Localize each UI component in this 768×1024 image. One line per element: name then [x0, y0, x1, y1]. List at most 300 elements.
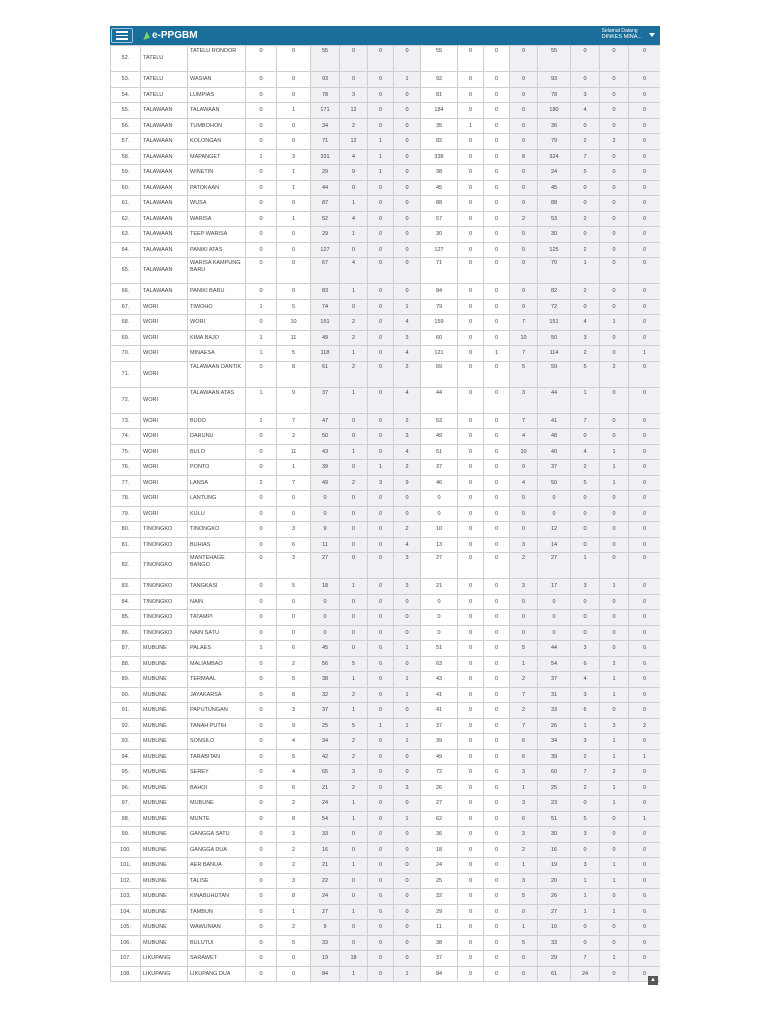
table-row — [111, 299, 661, 315]
desa-cell: WARISA KAMPUNG BARU — [188, 258, 246, 284]
desa-cell: KINABUHUTAN — [188, 889, 246, 905]
value-cell: 0 — [458, 734, 484, 750]
table-row — [111, 346, 661, 362]
value-cell: 7 — [510, 718, 538, 734]
value-cell: 0 — [571, 429, 600, 445]
table-row — [111, 687, 661, 703]
value-cell: 7 — [571, 951, 600, 967]
chevron-down-icon[interactable] — [649, 33, 655, 37]
value-cell: 39 — [421, 734, 458, 750]
value-cell: 0 — [368, 873, 394, 889]
value-cell: 9 — [311, 522, 340, 538]
value-cell: 0 — [340, 842, 368, 858]
value-cell: 0 — [340, 299, 368, 315]
value-cell: 0 — [394, 703, 421, 719]
value-cell: 2 — [600, 765, 629, 781]
row-number: 82. — [111, 553, 141, 579]
value-cell: 1 — [340, 227, 368, 243]
table-row — [111, 734, 661, 750]
value-cell: 0 — [394, 284, 421, 300]
hamburger-menu-icon[interactable] — [111, 28, 133, 43]
value-cell: 0 — [484, 935, 510, 951]
value-cell: 1 — [600, 460, 629, 476]
table-row — [111, 889, 661, 905]
value-cell: 0 — [458, 149, 484, 165]
value-cell: 1 — [510, 780, 538, 796]
value-cell: 0 — [458, 625, 484, 641]
value-cell: 0 — [311, 491, 340, 507]
value-cell: 0 — [458, 72, 484, 88]
value-cell: 27 — [538, 904, 571, 920]
value-cell: 0 — [277, 46, 311, 72]
value-cell: 8 — [277, 687, 311, 703]
value-cell: 0 — [629, 196, 661, 212]
value-cell: 0 — [600, 920, 629, 936]
desa-cell: NAIN — [188, 594, 246, 610]
value-cell: 0 — [629, 506, 661, 522]
value-cell: 0 — [484, 858, 510, 874]
row-number: 86. — [111, 625, 141, 641]
value-cell: 0 — [368, 103, 394, 119]
table-row — [111, 242, 661, 258]
value-cell: 1 — [510, 920, 538, 936]
value-cell: 0 — [394, 165, 421, 181]
desa-cell: GANGGA SATU — [188, 827, 246, 843]
app-frame — [110, 26, 660, 984]
value-cell: 0 — [629, 873, 661, 889]
value-cell: 1 — [571, 387, 600, 413]
value-cell: 0 — [421, 491, 458, 507]
desa-cell: MUBUNE — [188, 796, 246, 812]
value-cell: 3 — [571, 734, 600, 750]
row-number: 52. — [111, 46, 141, 72]
table-row — [111, 579, 661, 595]
value-cell: 0 — [484, 641, 510, 657]
table-row — [111, 46, 661, 72]
value-cell: 1 — [246, 413, 277, 429]
value-cell: 11 — [277, 330, 311, 346]
value-cell: 0 — [368, 920, 394, 936]
value-cell: 69 — [421, 361, 458, 387]
value-cell: 0 — [458, 858, 484, 874]
value-cell: 0 — [510, 904, 538, 920]
value-cell: 82 — [421, 134, 458, 150]
value-cell: 56 — [311, 656, 340, 672]
kecamatan-cell: TALAWAAN — [141, 180, 188, 196]
value-cell: 0 — [484, 387, 510, 413]
kecamatan-cell: WORI — [141, 346, 188, 362]
row-number: 63. — [111, 227, 141, 243]
value-cell: 0 — [368, 506, 394, 522]
value-cell: 0 — [394, 827, 421, 843]
value-cell: 0 — [246, 315, 277, 331]
table-row — [111, 413, 661, 429]
desa-cell: SARAWET — [188, 951, 246, 967]
value-cell: 1 — [600, 749, 629, 765]
table-row — [111, 672, 661, 688]
value-cell: 37 — [311, 387, 340, 413]
value-cell: 5 — [340, 656, 368, 672]
value-cell: 0 — [340, 522, 368, 538]
value-cell: 0 — [458, 387, 484, 413]
value-cell: 3 — [510, 537, 538, 553]
value-cell: 0 — [484, 196, 510, 212]
value-cell: 0 — [510, 134, 538, 150]
value-cell: 55 — [311, 46, 340, 72]
value-cell: 0 — [600, 387, 629, 413]
value-cell: 0 — [510, 951, 538, 967]
kecamatan-cell: MUBUNE — [141, 749, 188, 765]
value-cell: 24 — [421, 858, 458, 874]
value-cell: 0 — [571, 46, 600, 72]
value-cell: 0 — [458, 346, 484, 362]
row-number: 108. — [111, 966, 141, 982]
value-cell: 3 — [600, 718, 629, 734]
value-cell: 0 — [510, 522, 538, 538]
value-cell: 171 — [311, 103, 340, 119]
row-number: 107. — [111, 951, 141, 967]
value-cell: 0 — [600, 258, 629, 284]
value-cell: 0 — [600, 522, 629, 538]
value-cell: 45 — [538, 180, 571, 196]
value-cell: 7 — [277, 475, 311, 491]
value-cell: 0 — [458, 475, 484, 491]
value-cell: 74 — [311, 299, 340, 315]
kecamatan-cell: TINONGKO — [141, 579, 188, 595]
value-cell: 44 — [538, 387, 571, 413]
value-cell: 0 — [277, 966, 311, 982]
value-cell: 0 — [510, 72, 538, 88]
value-cell: 5 — [340, 718, 368, 734]
value-cell: 4 — [510, 429, 538, 445]
value-cell: 0 — [368, 734, 394, 750]
value-cell: 0 — [246, 827, 277, 843]
kecamatan-cell: MUBUNE — [141, 811, 188, 827]
value-cell: 1 — [600, 579, 629, 595]
table-row — [111, 553, 661, 579]
top-navbar — [110, 26, 660, 45]
value-cell: 0 — [484, 460, 510, 476]
table-row — [111, 935, 661, 951]
value-cell: 0 — [484, 413, 510, 429]
value-cell: 2 — [571, 134, 600, 150]
value-cell: 72 — [538, 299, 571, 315]
kecamatan-cell: TATELU — [141, 87, 188, 103]
value-cell: 1 — [394, 687, 421, 703]
value-cell: 1 — [394, 811, 421, 827]
value-cell: 0 — [484, 506, 510, 522]
kecamatan-cell: TALAWAAN — [141, 284, 188, 300]
value-cell: 22 — [311, 873, 340, 889]
value-cell: 51 — [421, 641, 458, 657]
row-number: 106. — [111, 935, 141, 951]
value-cell: 0 — [340, 641, 368, 657]
value-cell: 0 — [600, 641, 629, 657]
value-cell: 30 — [538, 227, 571, 243]
value-cell: 0 — [600, 118, 629, 134]
value-cell: 8 — [510, 149, 538, 165]
value-cell: 0 — [368, 703, 394, 719]
value-cell: 16 — [538, 842, 571, 858]
value-cell: 36 — [538, 118, 571, 134]
value-cell: 0 — [368, 610, 394, 626]
value-cell: 0 — [368, 858, 394, 874]
value-cell: 70 — [538, 258, 571, 284]
value-cell: 14 — [538, 537, 571, 553]
value-cell: 29 — [311, 165, 340, 181]
value-cell: 0 — [421, 625, 458, 641]
value-cell: 54 — [538, 656, 571, 672]
value-cell: 27 — [421, 553, 458, 579]
value-cell: 0 — [368, 780, 394, 796]
table-row — [111, 330, 661, 346]
value-cell: 0 — [246, 920, 277, 936]
value-cell: 0 — [277, 491, 311, 507]
kecamatan-cell: MUBUNE — [141, 734, 188, 750]
value-cell: 0 — [600, 429, 629, 445]
value-cell: 0 — [458, 46, 484, 72]
value-cell: 0 — [246, 858, 277, 874]
value-cell: 0 — [629, 491, 661, 507]
value-cell: 1 — [600, 475, 629, 491]
user-menu[interactable] — [602, 28, 642, 40]
value-cell: 0 — [629, 920, 661, 936]
value-cell: 0 — [629, 118, 661, 134]
value-cell: 0 — [277, 227, 311, 243]
value-cell: 0 — [311, 506, 340, 522]
value-cell: 25 — [421, 873, 458, 889]
value-cell: 0 — [484, 780, 510, 796]
value-cell: 2 — [277, 796, 311, 812]
value-cell: 2 — [340, 749, 368, 765]
value-cell: 0 — [458, 610, 484, 626]
value-cell: 7 — [571, 149, 600, 165]
kecamatan-cell: TINONGKO — [141, 625, 188, 641]
value-cell: 0 — [600, 966, 629, 982]
value-cell: 21 — [311, 858, 340, 874]
value-cell: 0 — [394, 87, 421, 103]
value-cell: 0 — [510, 227, 538, 243]
value-cell: 5 — [510, 889, 538, 905]
value-cell: 61 — [538, 966, 571, 982]
value-cell: 34 — [538, 734, 571, 750]
value-cell: 49 — [311, 475, 340, 491]
value-cell: 81 — [421, 87, 458, 103]
value-cell: 44 — [421, 387, 458, 413]
value-cell: 72 — [421, 765, 458, 781]
value-cell: 62 — [421, 811, 458, 827]
kecamatan-cell: TALAWAAN — [141, 149, 188, 165]
value-cell: 2 — [510, 672, 538, 688]
value-cell: 0 — [484, 299, 510, 315]
value-cell: 0 — [629, 765, 661, 781]
value-cell: 1 — [600, 904, 629, 920]
value-cell: 0 — [246, 196, 277, 212]
value-cell: 0 — [600, 506, 629, 522]
kecamatan-cell: MUBUNE — [141, 935, 188, 951]
value-cell: 0 — [510, 103, 538, 119]
value-cell: 19 — [311, 951, 340, 967]
value-cell: 0 — [629, 387, 661, 413]
scroll-up-icon[interactable]: ▲ — [648, 976, 658, 985]
value-cell: 1 — [277, 165, 311, 181]
value-cell: 0 — [484, 579, 510, 595]
value-cell: 37 — [421, 460, 458, 476]
value-cell: 0 — [458, 258, 484, 284]
value-cell: 0 — [600, 284, 629, 300]
value-cell: 0 — [484, 361, 510, 387]
value-cell: 0 — [538, 625, 571, 641]
value-cell: 0 — [510, 506, 538, 522]
value-cell: 0 — [458, 444, 484, 460]
value-cell: 1 — [629, 811, 661, 827]
row-number: 99. — [111, 827, 141, 843]
value-cell: 3 — [510, 796, 538, 812]
value-cell: 0 — [484, 765, 510, 781]
value-cell: 2 — [600, 656, 629, 672]
value-cell: 34 — [311, 118, 340, 134]
value-cell: 0 — [458, 920, 484, 936]
value-cell: 0 — [368, 672, 394, 688]
value-cell: 5 — [571, 811, 600, 827]
value-cell: 9 — [277, 718, 311, 734]
value-cell: 0 — [340, 491, 368, 507]
value-cell: 35 — [421, 118, 458, 134]
value-cell: 4 — [277, 765, 311, 781]
value-cell: 0 — [484, 227, 510, 243]
value-cell: 0 — [340, 935, 368, 951]
kecamatan-cell: TALAWAAN — [141, 165, 188, 181]
value-cell: 0 — [368, 299, 394, 315]
row-number: 72. — [111, 387, 141, 413]
value-cell: 0 — [394, 873, 421, 889]
value-cell: 4 — [340, 211, 368, 227]
value-cell: 0 — [458, 460, 484, 476]
value-cell: 0 — [458, 180, 484, 196]
app-logo[interactable] — [142, 30, 198, 41]
value-cell: 0 — [571, 522, 600, 538]
value-cell: 37 — [421, 951, 458, 967]
value-cell: 0 — [246, 765, 277, 781]
value-cell: 0 — [246, 579, 277, 595]
value-cell: 4 — [571, 103, 600, 119]
value-cell: 159 — [421, 315, 458, 331]
value-cell: 41 — [538, 413, 571, 429]
value-cell: 0 — [629, 284, 661, 300]
value-cell: 0 — [484, 734, 510, 750]
desa-cell: KIMA BAJO — [188, 330, 246, 346]
value-cell: 0 — [458, 672, 484, 688]
value-cell: 10 — [277, 315, 311, 331]
value-cell: 0 — [368, 196, 394, 212]
value-cell: 0 — [246, 242, 277, 258]
value-cell: 0 — [246, 134, 277, 150]
value-cell: 2 — [340, 687, 368, 703]
value-cell: 0 — [246, 211, 277, 227]
value-cell: 2 — [629, 718, 661, 734]
value-cell: 0 — [246, 180, 277, 196]
value-cell: 0 — [629, 966, 661, 982]
table-row — [111, 780, 661, 796]
value-cell: 82 — [538, 284, 571, 300]
value-cell: 0 — [458, 780, 484, 796]
value-cell: 0 — [368, 966, 394, 982]
value-cell: 78 — [538, 87, 571, 103]
value-cell: 0 — [394, 134, 421, 150]
user-name: DINKES MINA... — [601, 34, 642, 40]
value-cell: 78 — [311, 87, 340, 103]
desa-cell: MALIAMBAO — [188, 656, 246, 672]
desa-cell: LIKUPANG DUA — [188, 966, 246, 982]
value-cell: 0 — [510, 966, 538, 982]
value-cell: 27 — [311, 904, 340, 920]
desa-cell: BUDO — [188, 413, 246, 429]
value-cell: 0 — [458, 506, 484, 522]
value-cell: 52 — [311, 211, 340, 227]
value-cell: 0 — [484, 610, 510, 626]
value-cell: 9 — [277, 387, 311, 413]
value-cell: 0 — [600, 149, 629, 165]
table-row — [111, 211, 661, 227]
kecamatan-cell: WORI — [141, 413, 188, 429]
value-cell: 0 — [629, 796, 661, 812]
value-cell: 60 — [538, 765, 571, 781]
value-cell: 2 — [394, 522, 421, 538]
value-cell: 20 — [538, 873, 571, 889]
row-number: 83. — [111, 579, 141, 595]
value-cell: 0 — [277, 118, 311, 134]
value-cell: 0 — [484, 491, 510, 507]
value-cell: 121 — [421, 346, 458, 362]
value-cell: 0 — [458, 165, 484, 181]
table-row — [111, 765, 661, 781]
value-cell: 0 — [484, 718, 510, 734]
desa-cell: TATELU RONDOR — [188, 46, 246, 72]
value-cell: 0 — [340, 625, 368, 641]
value-cell: 24 — [571, 966, 600, 982]
value-cell: 17 — [538, 579, 571, 595]
kecamatan-cell: TINONGKO — [141, 553, 188, 579]
value-cell: 1 — [458, 118, 484, 134]
value-cell: 1 — [340, 904, 368, 920]
value-cell: 3 — [510, 827, 538, 843]
value-cell: 87 — [311, 196, 340, 212]
value-cell: 0 — [484, 796, 510, 812]
value-cell: 0 — [458, 935, 484, 951]
value-cell: 0 — [458, 413, 484, 429]
row-number: 84. — [111, 594, 141, 610]
value-cell: 84 — [311, 966, 340, 982]
value-cell: 45 — [311, 641, 340, 657]
value-cell: 2 — [340, 118, 368, 134]
value-cell: 4 — [571, 444, 600, 460]
value-cell: 55 — [421, 46, 458, 72]
value-cell: 3 — [394, 579, 421, 595]
kecamatan-cell: TINONGKO — [141, 522, 188, 538]
row-number: 89. — [111, 672, 141, 688]
value-cell: 0 — [629, 134, 661, 150]
value-cell: 1 — [340, 346, 368, 362]
value-cell: 0 — [600, 413, 629, 429]
value-cell: 0 — [458, 703, 484, 719]
value-cell: 0 — [368, 361, 394, 387]
value-cell: 0 — [629, 315, 661, 331]
row-number: 88. — [111, 656, 141, 672]
value-cell: 1 — [571, 904, 600, 920]
value-cell: 0 — [368, 811, 394, 827]
value-cell: 0 — [484, 258, 510, 284]
value-cell: 0 — [538, 491, 571, 507]
